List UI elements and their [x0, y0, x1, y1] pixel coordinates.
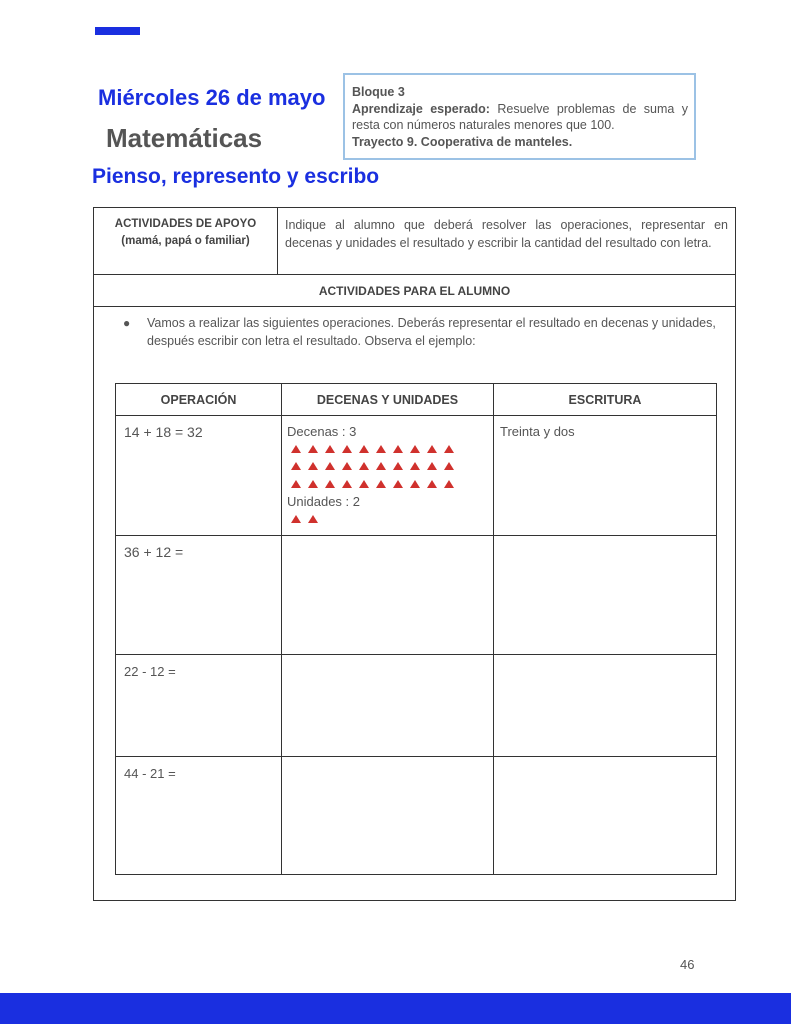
triangle-icon — [359, 445, 369, 453]
triangle-icon — [359, 480, 369, 488]
triangle-icon — [291, 515, 301, 523]
triangle-icon — [427, 462, 437, 470]
expected-learning-text: Resuelve problemas de suma y resta con números naturales menores que 100. — [352, 101, 688, 132]
triangle-icon — [291, 445, 301, 453]
triangle-icon — [342, 445, 352, 453]
expected-learning-label: Aprendizaje esperado: — [352, 101, 490, 116]
subject-heading: Matemáticas — [106, 123, 263, 153]
tens-triangles-row — [291, 480, 454, 488]
support-title-line2: (mamá, papá o familiar) — [121, 235, 250, 247]
operation-cell: 36 + 12 = — [124, 544, 184, 560]
triangle-icon — [427, 480, 437, 488]
triangle-icon — [342, 480, 352, 488]
page-number: 46 — [680, 957, 695, 972]
student-instruction: Vamos a realizar las siguientes operaciones. Deberás representar el resultado en decenas y unidades, después escribir con letra el resultado. Observa el ejemplo: — [147, 316, 716, 348]
writing-cell: Treinta y dos — [500, 424, 575, 439]
triangle-icon — [427, 445, 437, 453]
triangle-icon — [342, 462, 352, 470]
trajectory-label: Trayecto 9. Cooperativa de manteles. — [352, 134, 573, 149]
support-title-line1: ACTIVIDADES DE APOYO — [114, 218, 257, 230]
triangle-icon — [308, 480, 318, 488]
triangle-icon — [393, 462, 403, 470]
block-label: Bloque 3 — [352, 85, 405, 99]
triangle-icon — [325, 445, 335, 453]
triangle-icon — [308, 515, 318, 523]
triangle-icon — [444, 445, 454, 453]
operation-cell: 14 + 18 = 32 — [124, 424, 203, 440]
triangle-icon — [325, 462, 335, 470]
operation-cell: 22 - 12 = — [124, 664, 176, 679]
triangle-icon — [376, 445, 386, 453]
triangle-icon — [444, 480, 454, 488]
row-divider — [116, 756, 716, 757]
row-divider — [116, 654, 716, 655]
tens-triangles-row — [291, 445, 454, 453]
row-divider — [116, 535, 716, 536]
section-title: Pienso, represento y escribo — [92, 165, 380, 188]
student-activities-title: ACTIVIDADES PARA EL ALUMNO — [318, 284, 511, 298]
units-triangles-row — [291, 515, 318, 523]
triangle-icon — [410, 462, 420, 470]
triangle-icon — [444, 462, 454, 470]
row-divider — [94, 306, 735, 307]
tens-label: Decenas : 3 — [287, 424, 357, 439]
triangle-icon — [393, 480, 403, 488]
triangle-icon — [308, 462, 318, 470]
triangle-icon — [291, 462, 301, 470]
header-tens-units: DECENAS Y UNIDADES — [316, 393, 459, 407]
bottom-accent-bar — [0, 993, 791, 1024]
triangle-icon — [376, 480, 386, 488]
column-divider — [281, 384, 282, 874]
triangle-icon — [308, 445, 318, 453]
triangle-icon — [291, 480, 301, 488]
activities-table — [93, 207, 736, 901]
support-activities-title — [94, 216, 277, 250]
support-activities-text: Indique al alumno que deberá resolver las operaciones, representar en decenas y unidades el resultado y escribir la cantidad del resultado con letra. — [285, 218, 728, 250]
operation-cell: 44 - 21 = — [124, 766, 176, 781]
operations-table — [115, 383, 717, 875]
date-heading: Miércoles 26 de mayo — [98, 85, 326, 110]
triangle-icon — [410, 445, 420, 453]
support-divider — [277, 208, 278, 274]
row-divider — [94, 274, 735, 275]
tens-triangles-row — [291, 462, 454, 470]
triangle-icon — [393, 445, 403, 453]
column-divider — [493, 384, 494, 874]
triangle-icon — [325, 480, 335, 488]
header-operation: OPERACIÓN — [160, 393, 237, 407]
triangle-icon — [376, 462, 386, 470]
header-writing: ESCRITURA — [568, 393, 642, 407]
learning-info-box — [343, 73, 696, 160]
triangle-icon — [359, 462, 369, 470]
units-label: Unidades : 2 — [287, 494, 360, 509]
triangle-icon — [410, 480, 420, 488]
top-accent-bar — [95, 27, 140, 35]
expected-learning — [352, 101, 688, 134]
bullet-icon: ● — [123, 316, 131, 330]
header-divider — [116, 415, 716, 416]
